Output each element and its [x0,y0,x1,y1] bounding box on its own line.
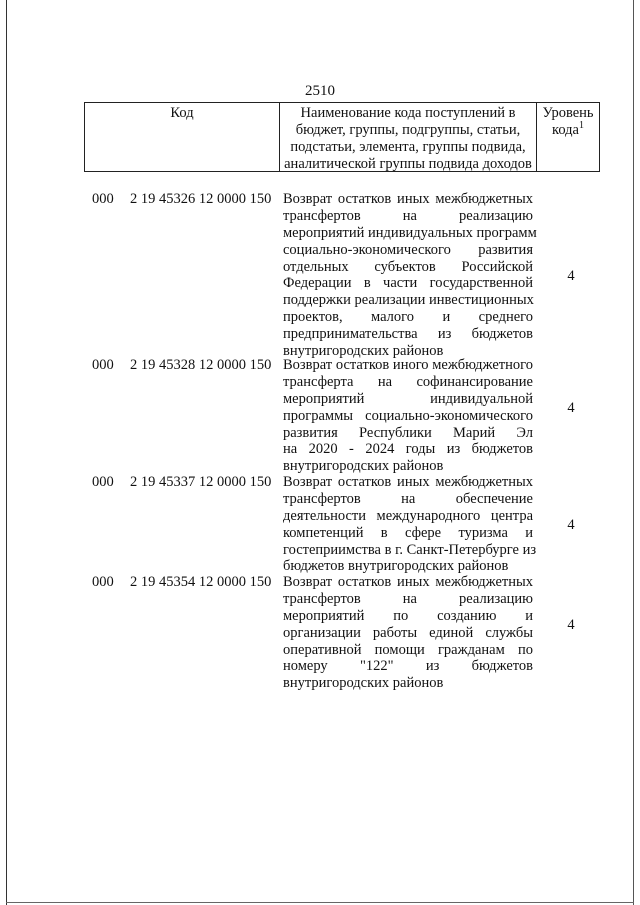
row-description-line: бюджетов внутригородских районов [283,558,509,575]
row-level: 4 [567,616,575,633]
scan-right-edge [633,0,634,905]
header-level [537,103,599,171]
row-description-line: Возврат остатков иных межбюджетных [283,474,533,490]
row-description-line: гостеприимства в г. Санкт-Петербурге из [283,541,537,558]
row-level: 4 [567,399,575,416]
row-description-line: компетенций в сфере туризма и [283,524,533,541]
table-row [84,357,600,475]
header-level-line: Уровень [542,105,594,121]
header-level-footnote: 1 [578,120,584,132]
row-description [283,357,533,475]
row-description [283,191,537,360]
row-description-line: Возврат остатков иного межбюджетного [283,357,533,373]
header-name-line: бюджет, группы, подгруппы, статьи, [295,122,521,138]
row-description-line: программы социально-экономического [283,407,533,424]
header-name-line: аналитической группы подвида доходов [284,156,532,172]
row-description-line: трансферта на софинансирование [283,373,533,390]
table-row [84,474,600,575]
row-description-line: трансфертов на обеспечение [283,490,533,507]
row-description-line: деятельности международного центра [283,507,533,524]
row-code: 2 19 45337 12 0000 150 [130,474,272,490]
row-description-line: проектов, малого и среднего [283,309,533,326]
row-code: 2 19 45328 12 0000 150 [130,357,272,373]
row-code: 2 19 45326 12 0000 150 [130,191,272,207]
header-name-line: Наименование кода поступлений в [300,105,516,121]
row-description-line: Возврат остатков иных межбюджетных [283,191,533,207]
row-description-line: внутригородских районов [283,343,444,360]
scan-left-edge [6,0,7,905]
header-level-line [537,122,599,139]
row-description-line: мероприятий по созданию и [283,607,533,624]
row-description [283,574,533,692]
row-description-line: развития Республики Марий Эл [283,424,533,441]
row-description-line: номеру "122" из бюджетов [283,658,533,675]
row-description-line: поддержки реализации инвестиционных [283,292,534,309]
row-code-prefix: 000 [92,474,114,490]
row-description-line: организации работы единой службы [283,624,533,641]
row-description-line: трансфертов на реализацию [283,590,533,607]
row-description-line: внутригородских районов [283,675,444,692]
table-header [84,102,600,172]
row-description-line: мероприятий индивидуальной [283,390,533,407]
row-level: 4 [567,267,575,284]
header-code: Код [85,103,280,171]
row-description-line: социально-экономического развития [283,241,533,258]
table-row [84,574,600,692]
row-description-line: трансфертов на реализацию [283,207,533,224]
row-code: 2 19 45354 12 0000 150 [130,574,272,590]
row-code-prefix: 000 [92,191,114,207]
row-description-line: внутригородских районов [283,458,444,475]
row-level: 4 [567,516,575,533]
row-description-line: на 2020 - 2024 годы из бюджетов [283,441,533,458]
header-name-line: подстатьи, элемента, группы подвида, [290,139,526,155]
row-code-prefix: 000 [92,357,114,373]
row-description-line: предпринимательства из бюджетов [283,326,533,343]
row-description-line: Федерации в части государственной [283,275,533,292]
scan-bottom-edge [6,902,634,903]
header-level-text: кода [552,122,579,138]
row-description-line: Возврат остатков иных межбюджетных [283,574,533,590]
row-description-line: оперативной помощи гражданам по [283,641,533,658]
page-number: 2510 [305,83,335,99]
row-code-prefix: 000 [92,574,114,590]
header-name [280,103,537,171]
table-row [84,191,600,360]
row-description-line: мероприятий индивидуальных программ [283,224,537,241]
row-description [283,474,537,575]
row-description-line: отдельных субъектов Российской [283,258,533,275]
